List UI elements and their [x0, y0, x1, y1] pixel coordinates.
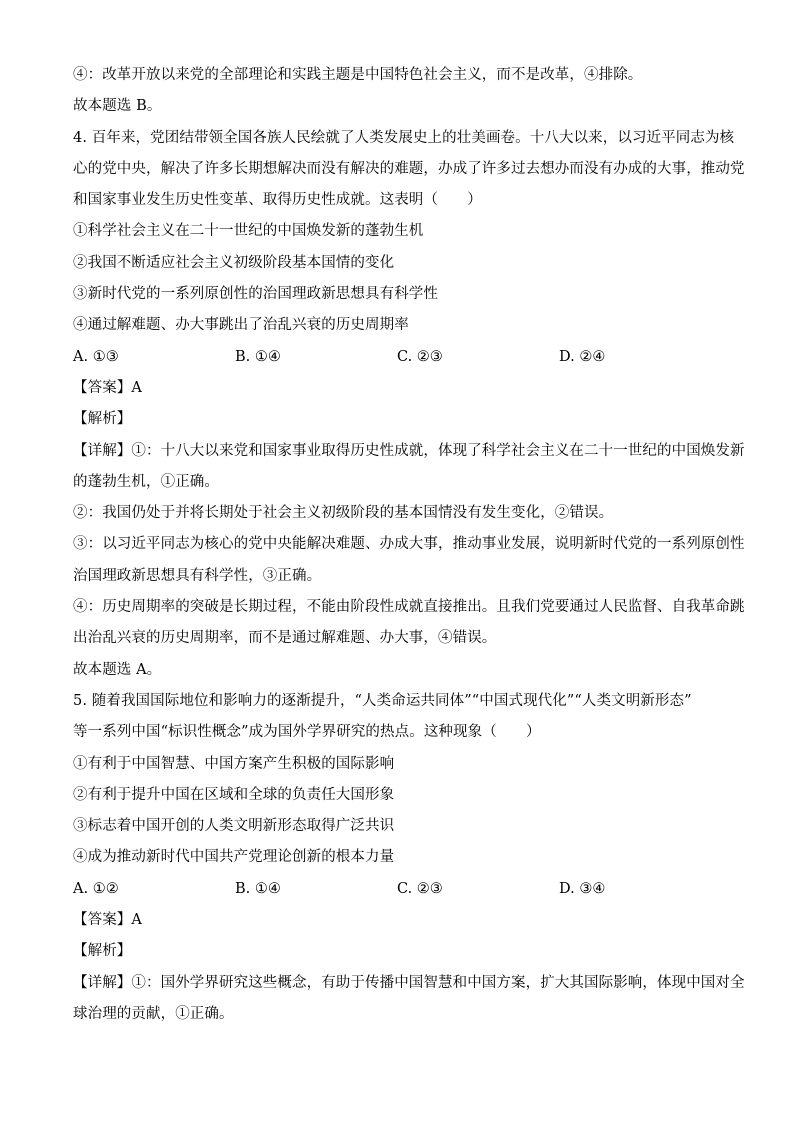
q5-option-c: C. ②③: [397, 880, 443, 897]
q4-detail-line: 治国理政新思想具有科学性，③正确。: [73, 567, 322, 584]
q5-answer: 【答案】A: [73, 912, 142, 929]
question-4: [73, 123, 745, 686]
q4-analysis-label: 【解析】: [73, 411, 132, 428]
prev-question-line: ④：改革开放以来党的全部理论和实践主题是中国特色社会主义，而不是改革，④排除。: [73, 67, 643, 83]
q4-stem-line: 4. 百年来，党团结带领全国各族人民绘就了人类发展史上的壮美画卷。十八大以来，以习近平同志为核: [73, 129, 735, 146]
q4-option-b: B. ①④: [235, 348, 281, 365]
q4-stem-line: 和国家事业发生历史性变革、取得历史性成就。这表明（ ）: [73, 192, 482, 209]
q4-option-d: D. ②④: [559, 348, 606, 365]
q5-option-d: D. ③④: [559, 880, 606, 897]
q4-detail-line: 【详解】①：十八大以来党和国家事业取得历史性成就，体现了科学社会主义在二十一世纪的中国焕发新: [73, 442, 745, 459]
q5-detail-line: 球治理的贡献，①正确。: [73, 1005, 234, 1022]
q4-options: [73, 342, 723, 373]
q4-answer: 【答案】A: [73, 379, 142, 396]
q4-item: ①科学社会主义在二十一世纪的中国焕发新的蓬勃生机: [73, 223, 424, 240]
q5-option-b: B. ①④: [235, 880, 281, 897]
q5-item: ③标志着中国开创的人类文明新形态取得广泛共识: [73, 818, 395, 835]
q5-item: ②有利于提升中国在区域和全球的负责任大国形象: [73, 786, 395, 803]
q4-item: ②我国不断适应社会主义初级阶段基本国情的变化: [73, 254, 395, 271]
q5-detail-line: 【详解】①：国外学界研究这些概念，有助于传播中国智慧和中国方案，扩大其国际影响，体现中国对全: [73, 974, 745, 991]
q4-detail-line: 的蓬勃生机，①正确。: [73, 473, 219, 490]
q4-option-c: C. ②③: [397, 348, 443, 365]
q5-item: ①有利于中国智慧、中国方案产生积极的国际影响: [73, 755, 395, 772]
prev-question-conclusion: 故本题选 B。: [73, 98, 162, 115]
q5-item: ④成为推动新时代中国共产党理论创新的根本力量: [73, 849, 395, 866]
q5-options: [73, 874, 723, 905]
q4-detail-line: 出治乱兴衰的历史周期率，而不是通过解难题、办大事，④错误。: [73, 630, 497, 647]
q5-option-a: A. ①②: [73, 880, 119, 897]
q4-detail-line: ③：以习近平同志为核心的党中央能解决难题、办成大事，推动事业发展，说明新时代党的一系列原创性: [73, 536, 745, 553]
q4-item: ④通过解难题、办大事跳出了治乱兴衰的历史周期率: [73, 317, 409, 334]
q4-stem-line: 心的党中央，解决了许多长期想解决而没有解决的难题，办成了许多过去想办而没有办成的大事，推动党: [73, 160, 745, 177]
document-page: [73, 60, 745, 1030]
q4-item: ③新时代党的一系列原创性的治国理政新思想具有科学性: [73, 286, 438, 303]
question-5: [73, 686, 745, 1030]
q4-detail-line: ②：我国仍处于并将长期处于社会主义初级阶段的基本国情没有发生变化，②错误。: [73, 505, 614, 522]
q4-conclusion: 故本题选 A。: [73, 661, 162, 678]
q4-option-a: A. ①③: [73, 348, 119, 365]
q5-analysis-label: 【解析】: [73, 943, 132, 960]
q4-detail-line: ④：历史周期率的突破是长期过程，不能由阶段性成就直接推出。且我们党要通过人民监督、自我革命跳: [73, 599, 745, 616]
q5-stem-line: 等一系列中国“标识性概念”成为国外学界研究的热点。这种现象（ ）: [73, 724, 541, 741]
q5-stem-line: 5. 随着我国国际地位和影响力的逐渐提升，“人类命运共同体”“中国式现代化”“人类文明新形态”: [73, 692, 692, 709]
